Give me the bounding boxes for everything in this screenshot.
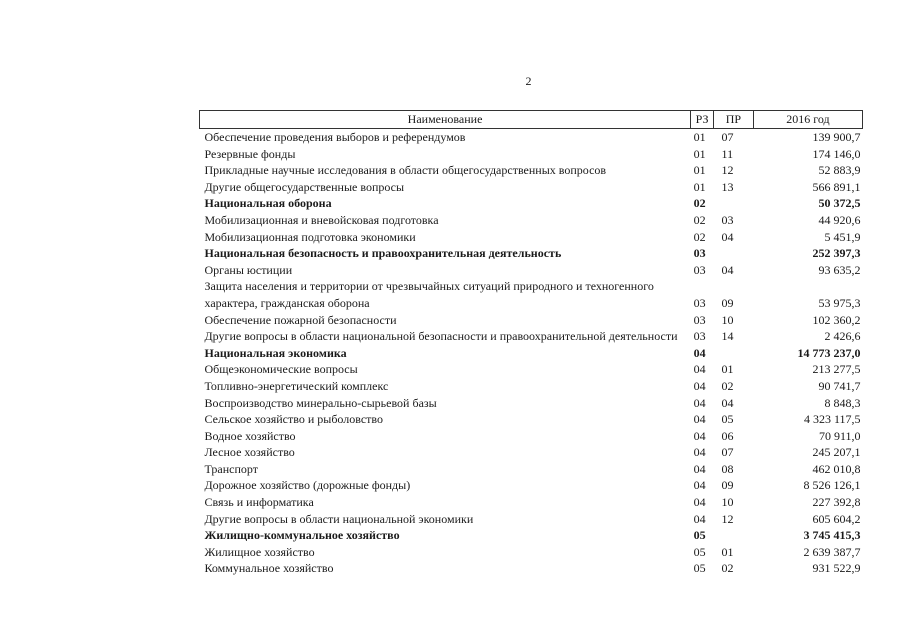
budget-table — [199, 110, 863, 577]
row-pr: 02 — [721, 561, 734, 576]
table-row — [200, 229, 863, 246]
row-pr — [714, 245, 754, 262]
table-row — [200, 262, 863, 279]
row-name: Национальная безопасность и правоохранительная деятельность — [204, 246, 562, 261]
table-row — [200, 361, 863, 378]
row-pr — [714, 527, 754, 544]
table-row — [200, 411, 863, 428]
row-pr: 07 — [721, 130, 734, 144]
row-amount: 5 451,9 — [824, 229, 861, 244]
row-name: Резервные фонды — [204, 146, 296, 161]
row-name: Национальная экономика — [204, 345, 347, 360]
row-name: Топливно-энергетический комплекс — [204, 378, 389, 393]
row-name: Общеэкономические вопросы — [204, 362, 358, 377]
table-row — [200, 278, 863, 311]
table-row — [200, 395, 863, 412]
row-name: Коммунальное хозяйство — [204, 561, 334, 576]
header-amount: 2016 год — [753, 111, 862, 129]
row-rz: 04 — [693, 395, 706, 410]
row-name: Обеспечение проведения выборов и референдумов — [204, 130, 466, 144]
row-rz: 03 — [693, 329, 706, 344]
row-amount: 8 848,3 — [824, 395, 861, 410]
row-name: Транспорт — [204, 461, 258, 476]
table-row — [200, 378, 863, 395]
table-row — [200, 428, 863, 445]
page-number: 2 — [525, 74, 532, 88]
row-rz: 04 — [693, 412, 706, 427]
row-pr: 02 — [721, 378, 734, 393]
row-rz: 04 — [693, 345, 706, 360]
row-rz: 01 — [693, 146, 706, 161]
row-amount: 213 277,5 — [812, 362, 861, 377]
row-amount: 2 426,6 — [824, 329, 861, 344]
row-rz: 03 — [693, 246, 706, 261]
header-pr: ПР — [714, 111, 754, 129]
row-rz: 03 — [693, 312, 706, 327]
row-pr: 09 — [721, 295, 734, 310]
row-pr — [714, 195, 754, 212]
row-pr: 04 — [721, 229, 734, 244]
row-pr: 14 — [721, 329, 734, 344]
header-row — [200, 111, 863, 129]
row-amount: 931 522,9 — [812, 561, 861, 576]
table-row — [200, 477, 863, 494]
row-rz: 04 — [693, 428, 706, 443]
row-rz: 02 — [693, 196, 706, 211]
table-row — [200, 444, 863, 461]
row-rz: 01 — [693, 179, 706, 194]
row-amount: 44 920,6 — [818, 212, 861, 227]
row-name: Органы юстиции — [204, 262, 293, 277]
row-pr: 03 — [721, 212, 734, 227]
row-name: Защита населения и территории от чрезвычайных ситуаций природного и техногенного характера, гражданская оборона — [204, 279, 654, 310]
row-amount: 227 392,8 — [812, 495, 861, 510]
table-row — [200, 560, 863, 577]
header-name: Наименование — [200, 111, 691, 129]
row-pr: 11 — [721, 146, 734, 161]
table-body — [200, 129, 863, 578]
table-row — [200, 212, 863, 229]
row-amount: 8 526 126,1 — [803, 478, 861, 493]
header-rz: РЗ — [691, 111, 714, 129]
table-row — [200, 312, 863, 329]
row-pr: 01 — [721, 544, 734, 559]
row-amount: 139 900,7 — [812, 130, 861, 144]
row-amount: 14 773 237,0 — [797, 345, 861, 360]
row-pr: 09 — [721, 478, 734, 493]
row-name: Воспроизводство минерально-сырьевой базы — [204, 395, 437, 410]
row-name: Лесное хозяйство — [204, 445, 295, 460]
row-name: Национальная оборона — [204, 196, 332, 211]
row-name: Другие вопросы в области национальной безопасности и правоохранительной деятельности — [204, 329, 678, 344]
row-name: Прикладные научные исследования в области общегосударственных вопросов — [204, 163, 607, 178]
row-name: Мобилизационная и вневойсковая подготовка — [204, 212, 439, 227]
row-pr: 06 — [721, 428, 734, 443]
row-pr: 05 — [721, 412, 734, 427]
row-amount: 50 372,5 — [818, 196, 861, 211]
row-pr — [714, 345, 754, 362]
row-rz: 05 — [693, 528, 706, 543]
row-name: Водное хозяйство — [204, 428, 296, 443]
table-row — [200, 129, 863, 146]
row-amount: 245 207,1 — [812, 445, 861, 460]
row-rz: 04 — [693, 378, 706, 393]
table-row — [200, 195, 863, 212]
row-rz: 04 — [693, 445, 706, 460]
row-name: Дорожное хозяйство (дорожные фонды) — [204, 478, 411, 493]
row-name: Мобилизационная подготовка экономики — [204, 229, 416, 244]
row-rz: 04 — [693, 362, 706, 377]
row-amount: 2 639 387,7 — [803, 544, 861, 559]
row-rz: 05 — [693, 544, 706, 559]
row-amount: 4 323 117,5 — [803, 412, 861, 427]
table-row — [200, 345, 863, 362]
row-rz: 02 — [693, 212, 706, 227]
table-row — [200, 328, 863, 345]
row-rz: 02 — [693, 229, 706, 244]
row-pr: 10 — [721, 312, 734, 327]
row-amount: 93 635,2 — [818, 262, 861, 277]
table-header — [200, 111, 863, 129]
row-name: Связь и информатика — [204, 495, 314, 510]
row-pr: 12 — [721, 163, 734, 178]
row-name: Жилищно-коммунальное хозяйство — [204, 528, 400, 543]
row-amount: 605 604,2 — [812, 511, 861, 526]
row-rz: 03 — [693, 295, 706, 310]
row-rz: 04 — [693, 478, 706, 493]
row-pr: 01 — [721, 362, 734, 377]
row-amount: 252 397,3 — [812, 246, 861, 261]
row-amount: 462 010,8 — [812, 461, 861, 476]
row-rz: 05 — [693, 561, 706, 576]
row-rz: 04 — [693, 495, 706, 510]
row-name: Жилищное хозяйство — [204, 544, 315, 559]
row-pr: 07 — [721, 445, 734, 460]
row-rz: 03 — [693, 262, 706, 277]
row-amount: 3 745 415,3 — [803, 528, 861, 543]
row-name: Сельское хозяйство и рыболовство — [204, 412, 384, 427]
table-row — [200, 511, 863, 528]
row-rz: 04 — [693, 511, 706, 526]
row-amount: 102 360,2 — [812, 312, 861, 327]
row-amount: 53 975,3 — [818, 295, 861, 310]
row-pr: 08 — [721, 461, 734, 476]
table-row — [200, 162, 863, 179]
row-amount: 566 891,1 — [812, 179, 861, 194]
row-rz: 04 — [693, 461, 706, 476]
table-row — [200, 544, 863, 561]
row-pr: 12 — [721, 511, 734, 526]
row-pr: 04 — [721, 262, 734, 277]
row-rz: 01 — [693, 130, 706, 144]
row-pr: 13 — [721, 179, 734, 194]
table-row — [200, 179, 863, 196]
row-pr: 10 — [721, 495, 734, 510]
row-name: Обеспечение пожарной безопасности — [204, 312, 397, 327]
row-amount: 52 883,9 — [818, 163, 861, 178]
row-amount: 90 741,7 — [818, 378, 861, 393]
table-row — [200, 527, 863, 544]
table-row — [200, 146, 863, 163]
row-pr: 04 — [721, 395, 734, 410]
row-name: Другие вопросы в области национальной экономики — [204, 511, 474, 526]
table-row — [200, 494, 863, 511]
row-amount: 70 911,0 — [818, 428, 861, 443]
row-amount: 174 146,0 — [812, 146, 861, 161]
table-row — [200, 245, 863, 262]
table-row — [200, 461, 863, 478]
row-name: Другие общегосударственные вопросы — [204, 179, 405, 194]
row-rz: 01 — [693, 163, 706, 178]
